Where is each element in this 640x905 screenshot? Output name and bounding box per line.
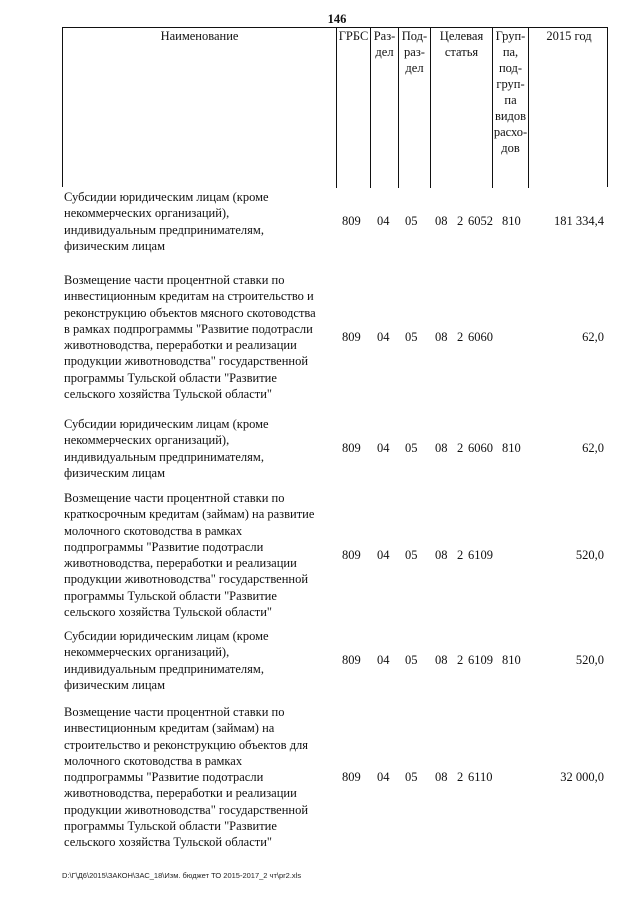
header-podrazdel [399,28,431,188]
row-podrazdel: 05 [405,330,418,344]
header-razdel-line: Раз- [373,29,396,43]
row-name [64,704,334,851]
row-grbs: 809 [342,330,361,344]
row-grbs: 809 [342,214,361,228]
row-amount: 62,0 [582,441,604,455]
row-name-line: индивидуальным предпринимателям, [64,222,264,237]
row-podrazdel: 05 [405,653,418,667]
table-header [62,27,608,187]
row-name-line: сельского хозяйства Тульской области" [64,835,273,850]
row-name-line: молочного скотоводства в рамках [64,523,243,538]
header-group-line: расхо- [493,125,528,139]
row-name [64,416,334,481]
row-name-line: продукции животноводства" государственной [64,354,309,369]
row-name-line: физическим лицам [64,677,165,692]
row-name-line: Субсидии юридическим лицам (кроме [64,190,269,204]
row-target-program: 08 [435,441,448,455]
row-name-line: Возмещение части процентной ставки по [64,273,285,287]
row-razdel: 04 [377,330,390,344]
row-target-program: 08 [435,653,448,667]
row-grbs: 809 [342,441,361,455]
row-name-line: некоммерческих организаций), [64,206,230,221]
header-podrazdel-line: Под- [401,29,428,43]
row-name-line: индивидуальным предпринимателям, [64,449,264,464]
row-target-program: 08 [435,214,448,228]
row-name [64,189,334,254]
header-group-line: видов [494,109,527,123]
row-podrazdel: 05 [405,548,418,562]
header-name-text: Наименование [160,29,239,43]
row-podrazdel: 05 [405,441,418,455]
row-name [64,490,334,620]
row-target-code: 6052 [468,214,493,228]
row-expense-type: 810 [502,653,521,667]
header-year-text: 2015 год [546,29,592,43]
header-group-line: па, [502,45,519,59]
row-name-line: некоммерческих организаций), [64,645,230,660]
header-target-line: Целевая [439,29,484,43]
row-name-line: инвестиционным кредитам (займам) на [64,721,275,736]
row-name-line: продукции животноводства" государственной [64,802,309,817]
file-path-footer: D:\Г\Д6\2015\ЗАКОН\ЗАС_18\Изм. бюджет ТО 2015-2017_2 чт\pr2.xls [62,871,302,880]
budget-table [62,27,608,850]
row-target-subprogram: 2 [457,770,464,784]
row-name-line: индивидуальным предпринимателям, [64,661,264,676]
row-name-line: краткосрочным кредитам (займам) на развитие [64,507,315,522]
row-razdel: 04 [377,548,390,562]
row-razdel: 04 [377,653,390,667]
row-target-program: 08 [435,330,448,344]
header-group-line: па [504,93,517,107]
row-target-subprogram: 2 [457,330,464,344]
header-group-line: под- [498,61,523,75]
header-group-line: груп- [496,77,525,91]
row-target-program: 08 [435,770,448,784]
row-name-line: физическим лицам [64,465,165,480]
row-target-code: 6109 [468,548,493,562]
row-name-line: Субсидии юридическим лицам (кроме [64,629,269,643]
row-podrazdel: 05 [405,214,418,228]
row-grbs: 809 [342,548,361,562]
row-name-line: сельского хозяйства Тульской области" [64,387,273,402]
header-grbs-text: ГРБС [338,29,369,43]
row-name [64,272,334,402]
row-amount: 62,0 [582,330,604,344]
row-name-line: инвестиционным кредитам на строительство и [64,289,314,304]
header-group [493,28,529,188]
row-target-code: 6109 [468,653,493,667]
row-target-code: 6110 [468,770,493,784]
header-target-line: статья [444,45,479,59]
row-expense-type: 810 [502,441,521,455]
header-razdel-line: дел [375,45,394,59]
row-grbs: 809 [342,653,361,667]
row-name-line: физическим лицам [64,238,165,253]
row-razdel: 04 [377,214,390,228]
row-target-code: 6060 [468,330,493,344]
row-name-line: подпрограммы "Развитие подотрасли [64,539,264,554]
page-number: 146 [327,12,347,26]
row-name-line: реконструкцию объектов мясного скотоводства [64,305,316,320]
row-name-line: сельского хозяйства Тульской области" [64,605,273,620]
row-name-line: животноводства, переработки и реализации [64,556,297,571]
header-year [529,28,609,188]
row-name-line: программы Тульской области "Развитие [64,370,277,385]
row-name-line: животноводства, переработки и реализации [64,338,297,353]
row-target-program: 08 [435,548,448,562]
row-name-line: Возмещение части процентной ставки по [64,491,285,505]
row-name-line: строительство и реконструкцию объектов для [64,737,309,752]
row-name-line: подпрограммы "Развитие подотрасли [64,770,264,785]
header-name [63,28,337,188]
row-name-line: молочного скотоводства в рамках [64,753,243,768]
header-grbs [337,28,371,188]
row-target-subprogram: 2 [457,548,464,562]
header-podrazdel-line: дел [405,61,424,75]
header-group-line: дов [501,141,520,155]
header-podrazdel-line: раз- [404,45,425,59]
row-name [64,628,334,693]
row-amount: 181 334,4 [554,214,604,228]
header-group-line: Груп- [495,29,526,43]
row-name-line: некоммерческих организаций), [64,433,230,448]
row-target-code: 6060 [468,441,493,455]
row-target-subprogram: 2 [457,653,464,667]
header-razdel [371,28,399,188]
row-name-line: животноводства, переработки и реализации [64,786,297,801]
row-expense-type: 810 [502,214,521,228]
row-razdel: 04 [377,441,390,455]
row-target-subprogram: 2 [457,441,464,455]
row-name-line: Возмещение части процентной ставки по [64,705,285,719]
row-razdel: 04 [377,770,390,784]
row-amount: 32 000,0 [560,770,604,784]
row-name-line: программы Тульской области "Развитие [64,588,277,603]
row-target-subprogram: 2 [457,214,464,228]
row-podrazdel: 05 [405,770,418,784]
row-name-line: в рамках подпрограммы "Развитие подотрасли [64,321,313,336]
row-name-line: продукции животноводства" государственной [64,572,309,587]
row-amount: 520,0 [575,653,604,667]
row-grbs: 809 [342,770,361,784]
row-name-line: программы Тульской области "Развитие [64,819,277,834]
header-target [431,28,493,188]
row-name-line: Субсидии юридическим лицам (кроме [64,417,269,431]
row-amount: 520,0 [575,548,604,562]
